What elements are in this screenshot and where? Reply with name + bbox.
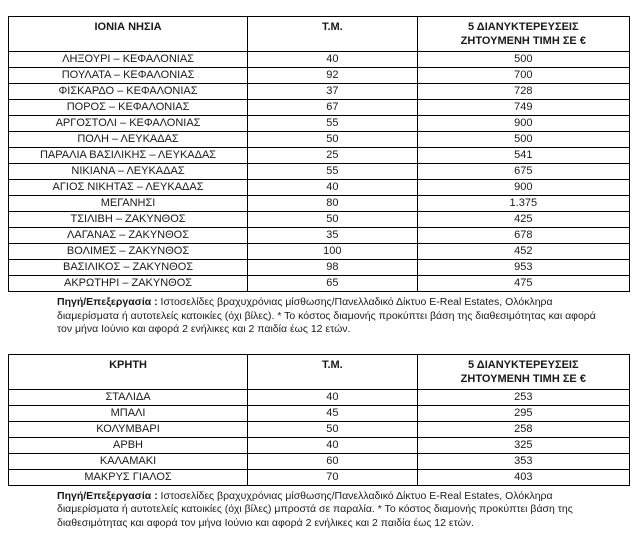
- sqm-cell: 40: [248, 180, 418, 196]
- area-cell: ΑΓΙΟΣ ΝΙΚΗΤΑΣ – ΛΕΥΚΑΔΑΣ: [9, 180, 248, 196]
- crete-footnote: [57, 490, 609, 531]
- price-cell: 500: [417, 132, 629, 148]
- price-cell: 325: [417, 437, 629, 453]
- price-cell: 749: [417, 100, 629, 116]
- table-row: [9, 132, 630, 148]
- price-cell: 953: [417, 260, 629, 276]
- sqm-cell: 40: [248, 52, 418, 68]
- table-row: [9, 389, 630, 405]
- sqm-column-header: Τ.Μ.: [248, 17, 418, 52]
- area-cell: ΛΑΓΑΝΑΣ – ΖΑΚΥΝΘΟΣ: [9, 228, 248, 244]
- table-row: [9, 228, 630, 244]
- price-cell: 452: [417, 244, 629, 260]
- price-cell: 675: [417, 164, 629, 180]
- sqm-cell: 55: [248, 164, 418, 180]
- table-header-row: [9, 17, 630, 52]
- sqm-cell: 45: [248, 405, 418, 421]
- area-cell: ΒΑΣΙΛΙΚΟΣ – ΖΑΚΥΝΘΟΣ: [9, 260, 248, 276]
- sqm-cell: 50: [248, 132, 418, 148]
- area-cell: ΜΑΚΡΥΣ ΓΙΑΛΟΣ: [9, 469, 248, 485]
- table-row: [9, 196, 630, 212]
- table-row: [9, 260, 630, 276]
- area-cell: ΠΟΡΟΣ – ΚΕΦΑΛΟΝΙΑΣ: [9, 100, 248, 116]
- sqm-cell: 37: [248, 84, 418, 100]
- area-cell: ΣΤΑΛΙΔΑ: [9, 389, 248, 405]
- table-row: [9, 52, 630, 68]
- sqm-cell: 40: [248, 437, 418, 453]
- price-cell: 500: [417, 52, 629, 68]
- sqm-cell: 25: [248, 148, 418, 164]
- table-row: [9, 84, 630, 100]
- area-cell: ΝΙΚΙΑΝΑ – ΛΕΥΚΑΔΑΣ: [9, 164, 248, 180]
- area-cell: ΠΟΛΗ – ΛΕΥΚΑΔΑΣ: [9, 132, 248, 148]
- sqm-cell: 40: [248, 389, 418, 405]
- price-cell: 700: [417, 68, 629, 84]
- price-cell: 900: [417, 116, 629, 132]
- price-cell: 475: [417, 276, 629, 292]
- sqm-cell: 35: [248, 228, 418, 244]
- sqm-cell: 70: [248, 469, 418, 485]
- sqm-cell: 98: [248, 260, 418, 276]
- price-cell: 353: [417, 453, 629, 469]
- area-cell: ΜΕΓΑΝΗΣΙ: [9, 196, 248, 212]
- price-cell: 253: [417, 389, 629, 405]
- table-row: [9, 148, 630, 164]
- table-row: [9, 68, 630, 84]
- sqm-cell: 50: [248, 212, 418, 228]
- sqm-cell: 92: [248, 68, 418, 84]
- price-cell: 1.375: [417, 196, 629, 212]
- table-row: [9, 453, 630, 469]
- footnote-source-text: Ιστοσελίδες βραχυχρόνιας μίσθωσης/Πανελλαδικό Δίκτυο E-Real Estates, Ολόκληρα διαμερίσματα ή αυτοτελείς κατοικίες (όχι βίλες) μπροστά σε παραλία. * Το κόστος διαμονής προκύπτει βάση της διαθεσιμότητας και αφορά τον μήνα Ιούνιο και αφορά 2 ενήλικες και 2 παιδία έως 12 ετών.: [57, 489, 573, 529]
- ionian-islands-footnote: [57, 296, 609, 337]
- price-cell: 678: [417, 228, 629, 244]
- footnote-source-label: Πηγή/Επεξεργασία :: [57, 489, 158, 502]
- area-cell: ΛΗΞΟΥΡΙ – ΚΕΦΑΛΟΝΙΑΣ: [9, 52, 248, 68]
- table-row: [9, 100, 630, 116]
- area-cell: ΑΡΒΗ: [9, 437, 248, 453]
- area-cell: ΠΟΥΛΑΤΑ – ΚΕΦΑΛΟΝΙΑΣ: [9, 68, 248, 84]
- area-cell: ΠΑΡΑΛΙΑ ΒΑΣΙΛΙΚΗΣ – ΛΕΥΚΑΔΑΣ: [9, 148, 248, 164]
- table-header-row: [9, 354, 630, 389]
- sqm-cell: 60: [248, 453, 418, 469]
- area-cell: ΑΚΡΩΤΗΡΙ – ΖΑΚΥΝΘΟΣ: [9, 276, 248, 292]
- sqm-cell: 100: [248, 244, 418, 260]
- area-cell: ΦΙΣΚΑΡΔΟ – ΚΕΦΑΛΟΝΙΑΣ: [9, 84, 248, 100]
- table-row: [9, 180, 630, 196]
- table-row: [9, 244, 630, 260]
- table-row: [9, 437, 630, 453]
- sqm-cell: 65: [248, 276, 418, 292]
- footnote-source-text: Ιστοσελίδες βραχυχρόνιας μίσθωσης/Πανελλαδικό Δίκτυο E-Real Estates, Ολόκληρα διαμερίσματα ή αυτοτελείς κατοικίες (όχι βίλες). * Το κόστος διαμονής προκύπτει βάση της διαθεσιμότητας και αφορά τον μήνα Ιούνιο και αφορά 2 ενήλικες και 2 παιδία έως 12 ετών.: [57, 296, 596, 335]
- table-row: [9, 405, 630, 421]
- price-header-line2: ΖΗΤΟΥΜΕΝΗ ΤΙΜΗ ΣΕ €: [460, 372, 586, 385]
- price-cell: 728: [417, 84, 629, 100]
- price-cell: 425: [417, 212, 629, 228]
- price-column-header: [417, 17, 629, 52]
- section-spacer: [0, 337, 637, 354]
- area-cell: ΚΑΛΑΜΑΚΙ: [9, 453, 248, 469]
- price-header-line1: 5 ΔΙΑΝΥΚΤΕΡΕΥΣΕΙΣ: [468, 358, 579, 371]
- price-cell: 900: [417, 180, 629, 196]
- price-cell: 403: [417, 469, 629, 485]
- sqm-cell: 67: [248, 100, 418, 116]
- region-column-header: ΙΟΝΙΑ ΝΗΣΙΑ: [9, 17, 248, 52]
- price-cell: 295: [417, 405, 629, 421]
- table-row: [9, 421, 630, 437]
- sqm-column-header: Τ.Μ.: [248, 354, 418, 389]
- table-row: [9, 212, 630, 228]
- table-row: [9, 276, 630, 292]
- footnote-source-label: Πηγή/Επεξεργασία :: [57, 296, 158, 308]
- area-cell: ΤΣΙΛΙΒΗ – ΖΑΚΥΝΘΟΣ: [9, 212, 248, 228]
- area-cell: ΜΠΑΛΙ: [9, 405, 248, 421]
- area-cell: ΒΟΛΙΜΕΣ – ΖΑΚΥΝΘΟΣ: [9, 244, 248, 260]
- crete-price-table: [8, 354, 630, 486]
- table-row: [9, 469, 630, 485]
- table-row: [9, 116, 630, 132]
- price-cell: 541: [417, 148, 629, 164]
- sqm-cell: 80: [248, 196, 418, 212]
- ionian-islands-price-table: [8, 16, 630, 292]
- region-column-header: ΚΡΗΤΗ: [9, 354, 248, 389]
- price-header-line2: ΖΗΤΟΥΜΕΝΗ ΤΙΜΗ ΣΕ €: [460, 35, 586, 47]
- area-cell: ΚΟΛΥΜΒΑΡΙ: [9, 421, 248, 437]
- table-row: [9, 164, 630, 180]
- sqm-cell: 50: [248, 421, 418, 437]
- price-header-line1: 5 ΔΙΑΝΥΚΤΕΡΕΥΣΕΙΣ: [468, 21, 579, 33]
- price-column-header: [417, 354, 629, 389]
- area-cell: ΑΡΓΟΣΤΟΛΙ – ΚΕΦΑΛΟΝΙΑΣ: [9, 116, 248, 132]
- sqm-cell: 55: [248, 116, 418, 132]
- price-cell: 258: [417, 421, 629, 437]
